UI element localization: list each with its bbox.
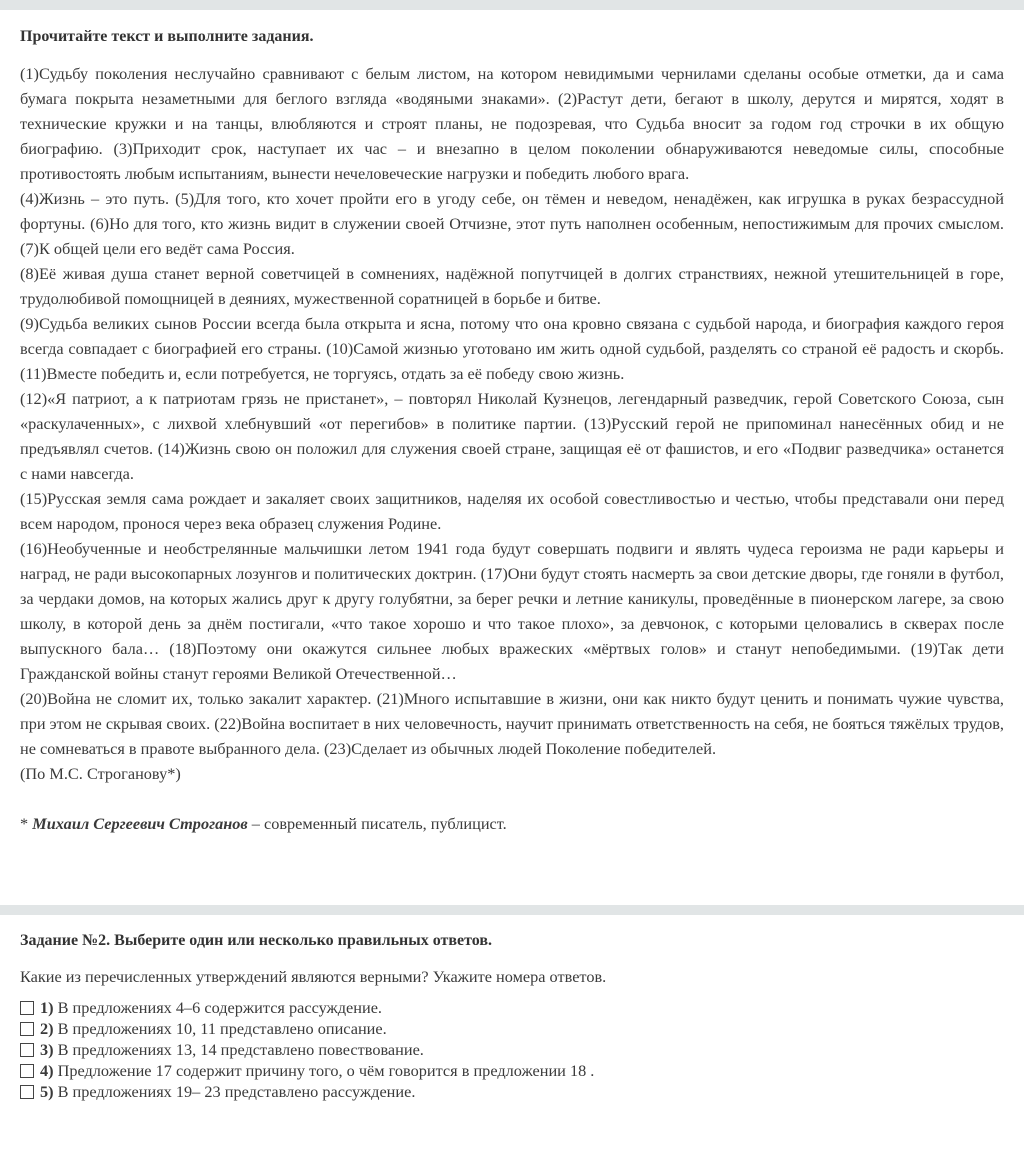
task-heading: Задание №2. Выберите один или несколько правильных ответов. — [20, 932, 493, 949]
option-number: 3) — [40, 1040, 54, 1059]
section-heading: Прочитайте текст и выполните задания. — [20, 28, 314, 45]
footnote-marker: * — [20, 814, 29, 833]
paragraph: (8)Её живая душа станет верной советчицей в сомнениях, надёжной попутчицей в долгих странствиях, нежной утешительницей в горе, трудолюбивой помощницей в деяниях, мужественной соратницей в борьбе и битве. — [20, 264, 1004, 308]
option-text: В предложениях 10, 11 представлено описание. — [57, 1019, 387, 1038]
paragraph: (20)Война не сломит их, только закалит характер. (21)Много испытавшие в жизни, они как никто будут ценить и понимать чужие чувства, при этом не скрывая своих. (22)Война воспитает в них человечность, научит принимать ответственность на себя, не бояться тяжёлых трудов, не сомневаться в правоте выбранного дела. (23)Сделает из обычных людей Поколение победителей. — [20, 689, 1004, 758]
option-text: В предложениях 19– 23 представлено рассуждение. — [57, 1082, 416, 1101]
paragraph: (12)«Я патриот, а к патриотам грязь не пристанет», – повторял Николай Кузнецов, легендарный разведчик, герой Советского Союза, сын «раскулаченных», с лихвой хлебнувший «от перегибов» в политике партии. (13)Русский герой не припоминал нанесённых обид и не предъявлял счетов. (14)Жизнь свою он положил для служения своей стране, защищая её от фашистов, и его «Подвиг разведчика» останется с нами навсегда. — [20, 389, 1004, 483]
option-text: Предложение 17 содержит причину того, о чём говорится в предложении 18 . — [57, 1061, 595, 1080]
section-separator — [0, 905, 1024, 915]
paragraph: (1)Судьбу поколения неслучайно сравнивают с белым листом, на котором невидимыми чернилами сделаны особые отметки, да и сама бумага покрыта незаметными для беглого взгляда «водяными знаками». (2)Растут дети, бегают в школу, дерутся и мирятся, ходят в технические кружки и на танцы, влюбляются и строят планы, не подозревая, что Судьба вносит за годом год строчки в их общую биографию. (3)Приходит срок, наступает их час – и внезапно в целом поколении обнаруживаются неведомые силы, способные противостоять любым испытаниям, вынести нечеловеческие нагрузки и победить любого врага. — [20, 64, 1004, 183]
checkbox[interactable] — [20, 1022, 34, 1036]
option-number: 5) — [40, 1082, 54, 1101]
reading-text — [20, 61, 1004, 786]
answer-option-5[interactable] — [20, 1081, 1004, 1102]
answer-options — [20, 997, 1004, 1102]
footnote — [20, 811, 1004, 836]
checkbox[interactable] — [20, 1064, 34, 1078]
option-number: 4) — [40, 1061, 54, 1080]
paragraph: (9)Судьба великих сынов России всегда была открыта и ясна, потому что она кровно связана с судьбой народа, и биография каждого героя всегда совпадает с биографией его страны. (10)Самой жизнью уготовано им жить одной судьбой, разделять со страной её радость и скорбь. (11)Вместе победить и, если потребуется, не торгуясь, отдать за её победу свою жизнь. — [20, 314, 1004, 383]
paragraph: (16)Необученные и необстрелянные мальчишки летом 1941 года будут совершать подвиги и являть чудеса героизма не ради карьеры и наград, не ради высокопарных лозунгов и политических доктрин. (17)Они будут стоять насмерть за свои детские дворы, где гоняли в футбол, за чердаки домов, на которых жались друг к другу голубятни, за берег речки и летние каникулы, проведённые в пионерском лагере, за свою школу, в которой день за днём постигали, «что такое хорошо и что такое плохо», за девчонок, с которыми целовались в скверах после выпускного бала… (18)Поэтому они окажутся сильнее любых вражеских «мёртвых голов» и станут непобедимыми. (19)Так дети Гражданской войны станут героями Великой Отечественной… — [20, 539, 1004, 683]
checkbox[interactable] — [20, 1043, 34, 1057]
option-text: В предложениях 4–6 содержится рассуждение. — [57, 998, 383, 1017]
answer-option-2[interactable] — [20, 1018, 1004, 1039]
option-text: В предложениях 13, 14 представлено повествование. — [57, 1040, 424, 1059]
task-question: Какие из перечисленных утверждений являются верными? Укажите номера ответов. — [20, 967, 607, 986]
checkbox[interactable] — [20, 1085, 34, 1099]
option-number: 2) — [40, 1019, 54, 1038]
answer-option-4[interactable] — [20, 1060, 1004, 1081]
reading-section — [0, 10, 1024, 836]
paragraph: (4)Жизнь – это путь. (5)Для того, кто хочет пройти его в угоду себе, он тёмен и неведом, ненадёжен, как игрушка в руках безрассудной фортуны. (6)Но для того, кто жизнь видит в служении своей Отчизне, этот путь наполнен особенным, непостижимым для прочих смыслом. (7)К общей цели его ведёт сама Россия. — [20, 189, 1004, 258]
answer-option-3[interactable] — [20, 1039, 1004, 1060]
source-attribution: (По М.С. Строганову*) — [20, 764, 181, 783]
footnote-author-name: Михаил Сергеевич Строганов — [32, 814, 248, 833]
checkbox[interactable] — [20, 1001, 34, 1015]
task-section — [0, 932, 1024, 1102]
answer-option-1[interactable] — [20, 997, 1004, 1018]
option-number: 1) — [40, 998, 54, 1017]
top-separator — [0, 0, 1024, 10]
footnote-text: – современный писатель, публицист. — [247, 814, 507, 833]
paragraph: (15)Русская земля сама рождает и закаляет своих защитников, наделяя их особой совестливостью и честью, чтобы представали они перед всем народом, пронося через века образец служения Родине. — [20, 489, 1004, 533]
